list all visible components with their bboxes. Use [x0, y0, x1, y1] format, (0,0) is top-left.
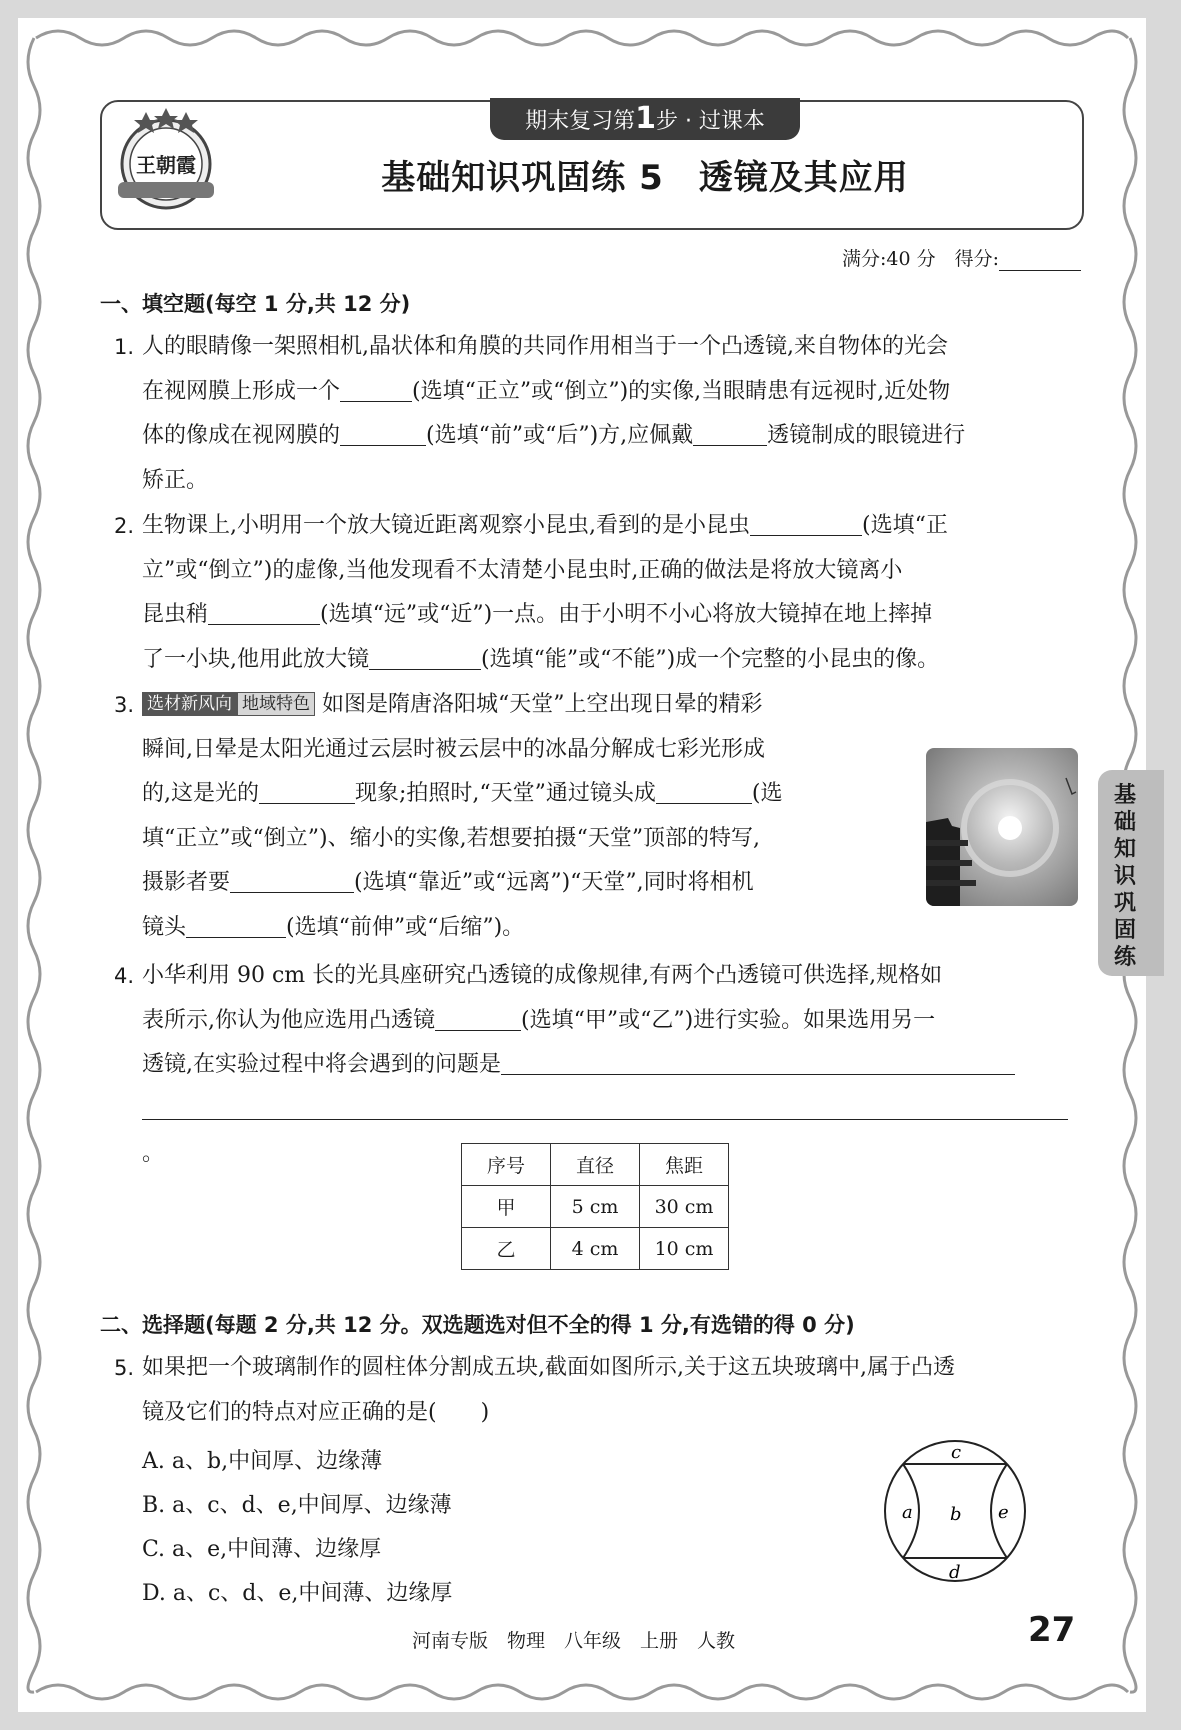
blank-3-4[interactable] — [186, 911, 286, 938]
table-cell: 甲 — [462, 1186, 551, 1228]
question-5: 5. 如果把一个玻璃制作的圆柱体分割成五块,截面如图所示,关于这五块玻璃中,属于凸透 镜及它们的特点对应正确的是( ) — [114, 1355, 955, 1425]
blank-3-2[interactable] — [656, 777, 752, 804]
table-cell: 乙 — [462, 1228, 551, 1270]
table-row — [462, 1186, 729, 1228]
table-cell: 4 cm — [551, 1228, 640, 1270]
table-header-row — [462, 1144, 729, 1186]
svg-text:d: d — [949, 1562, 961, 1583]
lens-spec-table — [461, 1143, 729, 1270]
svg-text:c: c — [951, 1442, 962, 1463]
score-line: 满分:40 分 得分: — [842, 244, 1081, 271]
side-tab-label: 基础知识巩固练 — [1113, 783, 1136, 970]
logo — [112, 106, 220, 218]
blank-2-3[interactable] — [369, 643, 481, 670]
table-cell: 30 cm — [640, 1186, 729, 1228]
blank-1-1[interactable] — [340, 375, 412, 402]
question-3: 3. 选材新风向 地域特色 如图是隋唐洛阳城“天堂”上空出现日晕的精彩 瞬间,日晕是太阳光通过云层时被云层中的冰晶分解成七彩光形成 的,这是光的 现象;拍照时,“天堂”通过镜头成 (选 填“正立”或“倒立”)、缩小的实像,若想要拍摄“天堂”顶部的特写, 摄影者要 (选填“靠近”或“远离”)“天堂”,同时将相机 镜头 (选填“前伸”或“后缩”)。 — [114, 692, 783, 940]
svg-text:e: e — [998, 1502, 1009, 1523]
blank-1-3[interactable] — [693, 419, 767, 446]
table-header-cell: 直径 — [551, 1144, 640, 1186]
blank-4-2[interactable] — [501, 1048, 1015, 1075]
blank-4-3[interactable] — [142, 1093, 1068, 1120]
blank-3-3[interactable] — [230, 866, 354, 893]
svg-text:a: a — [902, 1502, 913, 1523]
question-4: 4. 小华利用 90 cm 长的光具座研究凸透镜的成像规律,有两个凸透镜可供选择,规格如 表所示,你认为他应选用凸透镜 (选填“甲”或“乙”)进行实验。如果选用另一 透镜,在实验过程中将会遇到的问题是 。 — [142, 954, 1082, 1177]
option-b[interactable]: B. a、c、d、e,中间厚、边缘薄 — [142, 1493, 452, 1518]
table-row — [462, 1228, 729, 1270]
header-tab: 期末复习第1步 · 过课本 — [490, 98, 800, 140]
svg-text:王朝霞: 王朝霞 — [136, 153, 196, 177]
section-fill-in: 一、填空题(每空 1 分,共 12 分) — [100, 292, 411, 316]
footer: 河南专版 物理 八年级 上册 人教 — [412, 1630, 736, 1652]
table-cell: 10 cm — [640, 1228, 729, 1270]
section-multiple-choice: 二、选择题(每题 2 分,共 12 分。双选题选对但不全的得 1 分,有选错的得 0 分) — [100, 1313, 855, 1337]
question-2: 2. 生物课上,小明用一个放大镜近距离观察小昆虫,看到的是小昆虫 (选填“正 立”或“倒立”)的虚像,当他发现看不太清楚小昆虫时,正确的做法是将放大镜离小 昆虫稍 (选填“远”或“近”)一点。由于小明不小心将放大镜掉在地上摔掉 了一小块,他用此放大镜 (选填“能”或“不能”)成一个完整的小昆虫的像。 — [142, 504, 1082, 682]
glass-cylinder-diagram — [880, 1436, 1030, 1586]
table-header-cell: 序号 — [462, 1144, 551, 1186]
page-title: 基础知识巩固练 5 透镜及其应用 — [381, 158, 909, 198]
blank-2-2[interactable] — [208, 598, 320, 625]
score-blank[interactable] — [999, 252, 1081, 271]
sun-halo-photo — [926, 748, 1078, 906]
table-cell: 5 cm — [551, 1186, 640, 1228]
blank-2-1[interactable] — [750, 509, 862, 536]
blank-3-1[interactable] — [259, 777, 355, 804]
option-a[interactable]: A. a、b,中间厚、边缘薄 — [142, 1449, 383, 1474]
page-number: 27 — [1028, 1610, 1076, 1650]
logo-seal-icon — [112, 106, 220, 218]
question-1: 1. 人的眼睛像一架照相机,晶状体和角膜的共同作用相当于一个凸透镜,来自物体的光会 在视网膜上形成一个 (选填“正立”或“倒立”)的实像,当眼睛患有远视时,近处物 体的像成在视网膜的 (选填“前”或“后”)方,应佩戴 透镜制成的眼镜进行 矫正。 — [114, 334, 966, 493]
table-header-cell: 焦距 — [640, 1144, 729, 1186]
option-d[interactable]: D. a、c、d、e,中间薄、边缘厚 — [142, 1581, 453, 1606]
blank-4-1[interactable] — [435, 1004, 521, 1031]
tag-regional: 地域特色 — [237, 692, 315, 716]
svg-text:b: b — [950, 1504, 962, 1525]
blank-1-2[interactable] — [340, 419, 426, 446]
option-c[interactable]: C. a、e,中间薄、边缘厚 — [142, 1537, 382, 1562]
tag-new-trend: 选材新风向 — [142, 692, 237, 716]
